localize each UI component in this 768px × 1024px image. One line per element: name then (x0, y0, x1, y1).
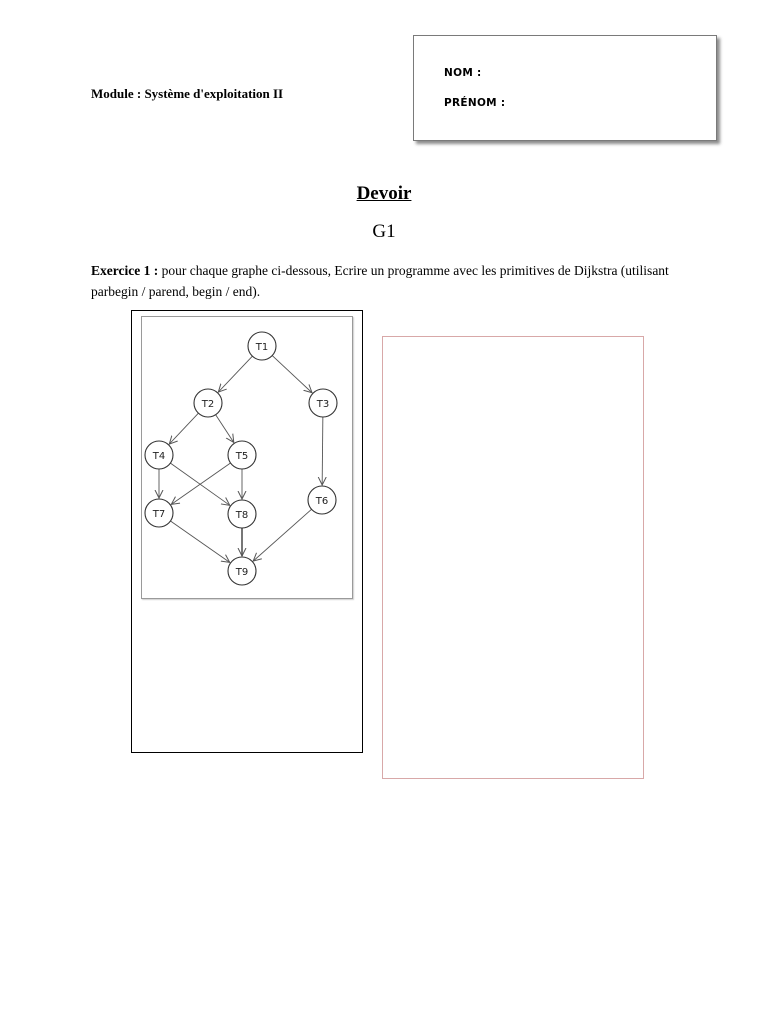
student-id-box (413, 35, 717, 141)
edge-t3-t6 (322, 417, 323, 485)
node-t1 (248, 332, 276, 360)
exercise-label: Exercice 1 : (91, 263, 159, 278)
module-title: Module : Système d'exploitation II (91, 86, 284, 101)
node-label: T4 (152, 451, 166, 462)
node-t5 (228, 441, 256, 469)
exercise-statement (91, 260, 671, 302)
edge-t2-t4 (169, 413, 198, 444)
node-label: T1 (255, 342, 269, 353)
node-t4 (145, 441, 173, 469)
node-t8 (228, 500, 256, 528)
answer-box[interactable] (382, 336, 644, 779)
node-label: T8 (235, 510, 249, 521)
group-label: G1 (372, 221, 396, 242)
edge-t7-t9 (170, 521, 229, 562)
edge-t1-t3 (272, 356, 312, 393)
node-label: T3 (316, 399, 330, 410)
page-title: Devoir (356, 183, 412, 204)
node-label: T9 (235, 567, 249, 578)
node-t7 (145, 499, 173, 527)
task-graph-svg (142, 317, 352, 598)
node-t9 (228, 557, 256, 585)
node-t3 (309, 389, 337, 417)
node-label: T6 (315, 496, 329, 507)
node-label: T5 (235, 451, 249, 462)
edge-t2-t5 (216, 415, 234, 443)
prenom-label: PRÉNOM : (444, 97, 506, 109)
exercise-text: pour chaque graphe ci-dessous, Ecrire un programme avec les primitives de Dijkstra (utilisant parbegin / parend, begin / end). (91, 263, 669, 299)
edge-t5-t7 (171, 463, 230, 504)
node-t6 (308, 486, 336, 514)
nom-label: NOM : (444, 67, 482, 79)
edge-t6-t9 (253, 509, 311, 561)
edge-t1-t2 (218, 356, 252, 392)
node-t2 (194, 389, 222, 417)
node-label: T7 (152, 509, 166, 520)
node-label: T2 (201, 399, 215, 410)
task-graph (141, 316, 353, 599)
